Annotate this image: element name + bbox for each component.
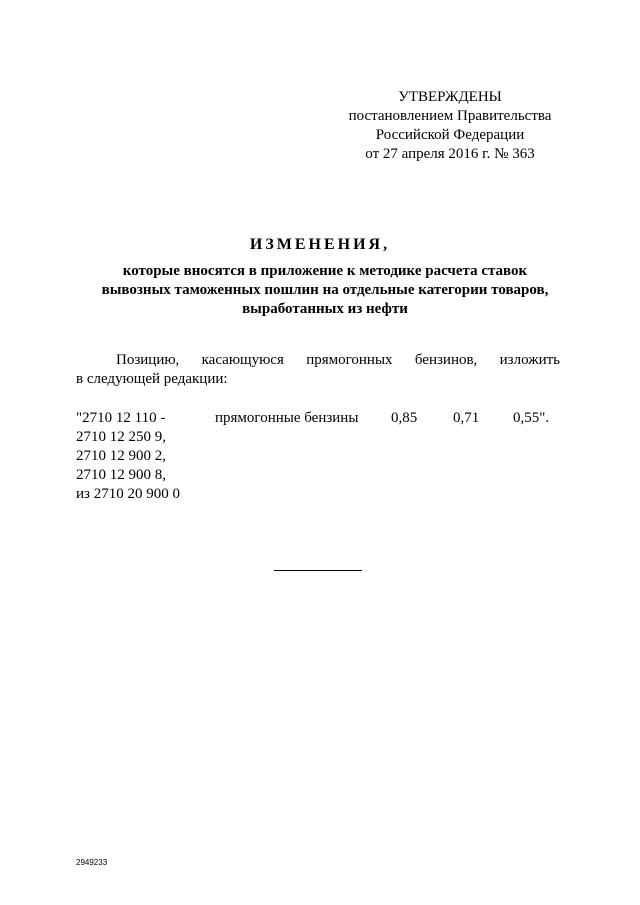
approval-line-2: Российской Федерации (375, 127, 525, 143)
subtitle-line-3: выработанных из нефти (242, 301, 408, 317)
document-title: ИЗМЕНЕНИЯ, (249, 236, 391, 253)
paragraph-word-3: прямогонных (306, 352, 393, 368)
rate-1: 0,85 (391, 410, 418, 426)
end-divider (274, 570, 362, 571)
paragraph-word-5: изложить (499, 352, 560, 368)
paragraph-word-2: касающуюся (201, 352, 284, 368)
product-name: прямогонные бензины (215, 410, 359, 426)
code-line: "2710 12 110 - (76, 410, 166, 426)
rate-3: 0,55". (513, 410, 550, 426)
approval-line-3: от 27 апреля 2016 г. № 363 (365, 146, 535, 162)
code-line: из 2710 20 900 0 (76, 486, 180, 502)
code-line: 2710 12 900 2, (76, 448, 166, 464)
instruction-paragraph (76, 351, 560, 389)
code-line: 2710 12 250 9, (76, 429, 166, 445)
code-line: 2710 12 900 8, (76, 467, 166, 483)
approval-heading: УТВЕРЖДЕНЫ (398, 89, 502, 105)
document-id: 2949233 (76, 858, 108, 867)
paragraph-line-2: в следующей редакции: (76, 371, 228, 387)
paragraph-word-4: бензинов, (414, 352, 478, 368)
paragraph-word-1: Позицию, (116, 352, 180, 368)
paragraph-line-1 (76, 351, 560, 370)
commodity-codes (76, 409, 180, 504)
subtitle-line-1: которые вносятся в приложение к методике расчета ставок (122, 263, 528, 279)
subtitle-line-2: вывозных таможенных пошлин на отдельные категории товаров, (101, 282, 549, 298)
document-subtitle (90, 262, 560, 319)
approval-line-1: постановлением Правительства (348, 108, 552, 124)
rate-2: 0,71 (453, 410, 480, 426)
approval-block (330, 88, 570, 164)
